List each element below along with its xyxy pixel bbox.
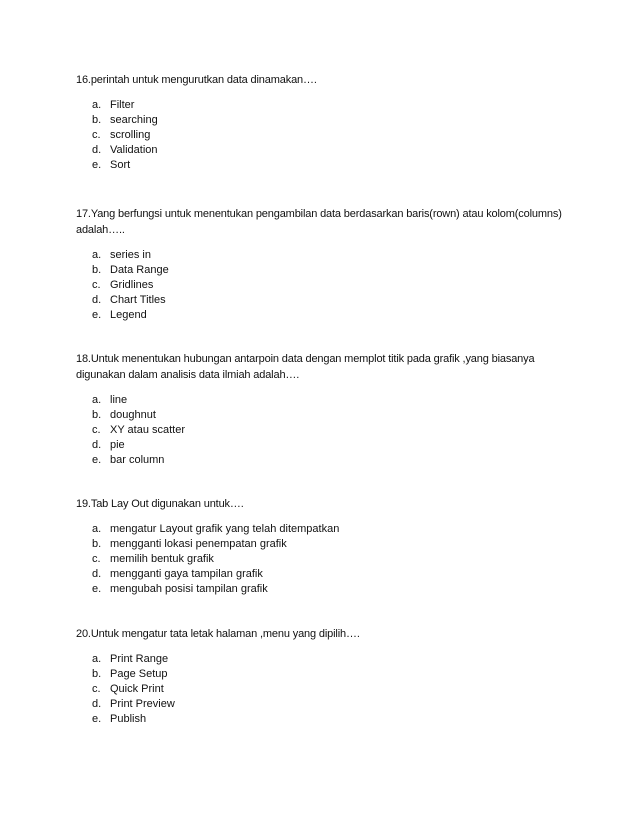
option-item bbox=[76, 567, 576, 582]
option-list bbox=[76, 652, 576, 727]
question-text: 16.perintah untuk mengurutkan data dinamakan…. bbox=[76, 74, 317, 86]
option-list bbox=[76, 393, 576, 468]
option-letter: c. bbox=[92, 553, 101, 565]
option-letter: d. bbox=[92, 568, 102, 580]
option-text: Quick Print bbox=[110, 683, 164, 695]
option-text: mengubah posisi tampilan grafik bbox=[110, 583, 268, 595]
option-text: doughnut bbox=[110, 409, 156, 421]
question-text: 20.Untuk mengatur tata letak halaman ,menu yang dipilih…. bbox=[76, 628, 360, 640]
option-letter: d. bbox=[92, 698, 102, 710]
option-letter: a. bbox=[92, 394, 102, 406]
option-item bbox=[76, 408, 576, 423]
option-text: mengatur Layout grafik yang telah ditempatkan bbox=[110, 523, 340, 535]
option-item bbox=[76, 128, 576, 143]
option-item bbox=[76, 652, 576, 667]
question-20 bbox=[76, 626, 576, 727]
question-text: 17.Yang berfungsi untuk menentukan pengambilan data berdasarkan baris(rown) atau kolom(columns) adalah….. bbox=[76, 208, 562, 236]
question-19 bbox=[76, 496, 576, 597]
option-letter: c. bbox=[92, 129, 101, 141]
option-letter: b. bbox=[92, 409, 102, 421]
option-item bbox=[76, 263, 576, 278]
option-letter: b. bbox=[92, 668, 102, 680]
option-letter: e. bbox=[92, 454, 102, 466]
option-item bbox=[76, 308, 576, 323]
option-text: searching bbox=[110, 114, 158, 126]
option-item bbox=[76, 438, 576, 453]
option-item bbox=[76, 278, 576, 293]
option-letter: a. bbox=[92, 653, 102, 665]
option-letter: c. bbox=[92, 683, 101, 695]
question-17 bbox=[76, 206, 576, 323]
option-letter: e. bbox=[92, 309, 102, 321]
option-item bbox=[76, 248, 576, 263]
option-text: Legend bbox=[110, 309, 147, 321]
option-item bbox=[76, 293, 576, 308]
option-letter: d. bbox=[92, 144, 102, 156]
option-item bbox=[76, 453, 576, 468]
option-letter: a. bbox=[92, 523, 102, 535]
option-text: Publish bbox=[110, 713, 147, 725]
option-letter: b. bbox=[92, 538, 102, 550]
option-letter: e. bbox=[92, 159, 102, 171]
option-item bbox=[76, 697, 576, 712]
option-text: Validation bbox=[110, 144, 158, 156]
option-item bbox=[76, 712, 576, 727]
option-letter: d. bbox=[92, 294, 102, 306]
option-item bbox=[76, 537, 576, 552]
question-text: 19.Tab Lay Out digunakan untuk…. bbox=[76, 498, 244, 510]
option-list bbox=[76, 522, 576, 597]
option-text: Data Range bbox=[110, 264, 169, 276]
option-text: mengganti lokasi penempatan grafik bbox=[110, 538, 287, 550]
option-letter: c. bbox=[92, 424, 101, 436]
option-item bbox=[76, 393, 576, 408]
option-item bbox=[76, 522, 576, 537]
option-letter: b. bbox=[92, 114, 102, 126]
question-18 bbox=[76, 351, 576, 468]
option-letter: c. bbox=[92, 279, 101, 291]
option-item bbox=[76, 423, 576, 438]
option-text: Sort bbox=[110, 159, 131, 171]
option-text: pie bbox=[110, 439, 125, 451]
option-text: scrolling bbox=[110, 129, 151, 141]
option-letter: e. bbox=[92, 583, 102, 595]
option-list bbox=[76, 98, 576, 173]
option-text: bar column bbox=[110, 454, 165, 466]
option-item bbox=[76, 143, 576, 158]
option-item bbox=[76, 113, 576, 128]
option-text: Page Setup bbox=[110, 668, 168, 680]
option-letter: a. bbox=[92, 249, 102, 261]
question-text: 18.Untuk menentukan hubungan antarpoin data dengan memplot titik pada grafik ,yang biasanya digunakan dalam analisis data ilmiah adalah…. bbox=[76, 353, 535, 381]
option-item bbox=[76, 667, 576, 682]
option-text: line bbox=[110, 394, 128, 406]
option-letter: a. bbox=[92, 99, 102, 111]
option-text: Chart Titles bbox=[110, 294, 166, 306]
option-item bbox=[76, 552, 576, 567]
option-text: Print Range bbox=[110, 653, 169, 665]
option-list bbox=[76, 248, 576, 323]
option-item bbox=[76, 158, 576, 173]
option-text: memilih bentuk grafik bbox=[110, 553, 214, 565]
option-letter: e. bbox=[92, 713, 102, 725]
option-text: mengganti gaya tampilan grafik bbox=[110, 568, 263, 580]
option-text: Print Preview bbox=[110, 698, 175, 710]
option-text: series in bbox=[110, 249, 151, 261]
option-item bbox=[76, 98, 576, 113]
option-text: Gridlines bbox=[110, 279, 154, 291]
question-16 bbox=[76, 72, 576, 173]
option-letter: d. bbox=[92, 439, 102, 451]
option-letter: b. bbox=[92, 264, 102, 276]
option-item bbox=[76, 682, 576, 697]
option-text: XY atau scatter bbox=[110, 424, 186, 436]
option-text: Filter bbox=[110, 99, 135, 111]
option-item bbox=[76, 582, 576, 597]
